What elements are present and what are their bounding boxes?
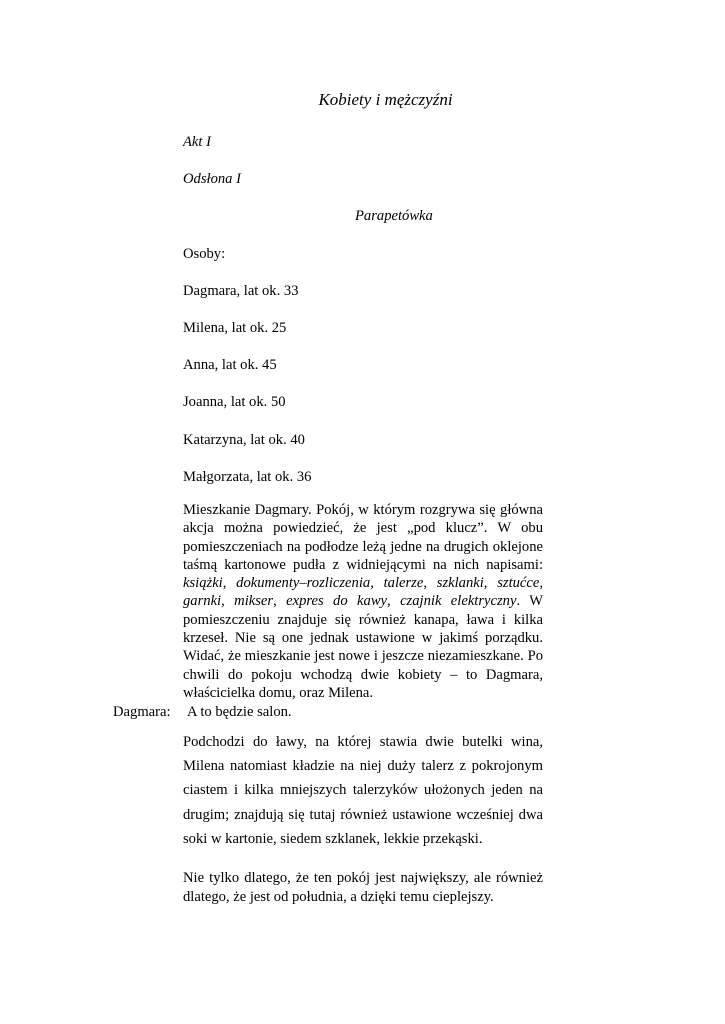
stage-direction-2: Podchodzi do ławy, na której stawia dwie butelki wina, Milena natomiast kładzie na niej duży talerz z pokrojonym ciastem i kilka mniejszych talerzyków ułożonych jeden na drugim; znajdują się tutaj również ustawione wcześniej dwa soki w kartonie, siedem szklanek, lekkie przekąski. [183, 734, 543, 847]
box-label: czajnik elektryczny [400, 593, 517, 610]
character-entry: Milena, lat ok. 25 [183, 320, 287, 336]
box-label: szklanki [436, 575, 484, 592]
character-entry: Anna, lat ok. 45 [183, 357, 277, 373]
box-label: dokumenty–rozliczenia [236, 575, 371, 592]
character-entry: Joanna, lat ok. 50 [183, 394, 286, 410]
box-label: sztućce [497, 575, 540, 592]
scene-heading: Odsłona I [183, 171, 241, 187]
speaker-name: Dagmara: [113, 704, 171, 720]
stage-direction: Mieszkanie Dagmary. Pokój, w którym rozgrywa się główna akcja można powiedzieć, że jest „pod klucz”. W obu pomieszczeniach na podłodze leżą jedne na drugich oklejone taśmą kartonowe pudła z widniejącymi na nich napisami: książki, dokumenty–rozliczenia, talerze, szklanki, sztućce, garnki, mikser, expres do kawy, czajnik elektryczny. W pomieszczeniu znajduje się również kanapa, ława i kilka krzeseł. Nie są one jednak ustawione w jakimś porządku. Widać, że mieszkanie jest nowe i jeszcze niezamieszkane. Po chwili do pokoju wchodzą dwie kobiety – to Dagmara, właścicielka domu, oraz Milena. [183, 502, 544, 701]
dialogue-continuation: Nie tylko dlatego, że ten pokój jest największy, ale również dlatego, że jest od południa, a dzięki temu cieplejszy. [183, 870, 543, 905]
stage-direction-text: W pomieszczeniu znajduje się również kanapa, ława i kilka krzeseł. Nie są one jednak ustawione w jakimś porządku. Widać, że mieszkanie jest nowe i jeszcze niezamieszkane. Po chwili do pokoju wchodzą dwie kobiety – to Dagmara, właścicielka domu, oraz Milena. [183, 593, 543, 701]
box-label: mikser [234, 593, 274, 610]
dialogue-line: A to będzie salon. [187, 704, 292, 720]
character-entry: Dagmara, lat ok. 33 [183, 283, 299, 299]
scene-title: Parapetówka [355, 208, 433, 224]
character-entry: Katarzyna, lat ok. 40 [183, 432, 305, 448]
box-label: książki [183, 575, 223, 592]
document-title: Kobiety i mężczyźni [318, 90, 453, 109]
character-entry: Małgorzata, lat ok. 36 [183, 469, 312, 485]
persons-heading: Osoby: [183, 246, 226, 262]
box-label: garnki [183, 593, 222, 610]
act-heading: Akt I [183, 134, 211, 150]
box-label: talerze [383, 575, 424, 592]
box-label: expres do kawy [286, 593, 388, 610]
stage-direction-text: Mieszkanie Dagmary. Pokój, w którym rozgrywa się główna akcja można powiedzieć, że jest „pod klucz”. W obu pomieszczeniach na podłodze leżą jedne na drugich oklejone taśmą kartonowe pudła z widniejącymi na nich napisami: [183, 502, 543, 573]
